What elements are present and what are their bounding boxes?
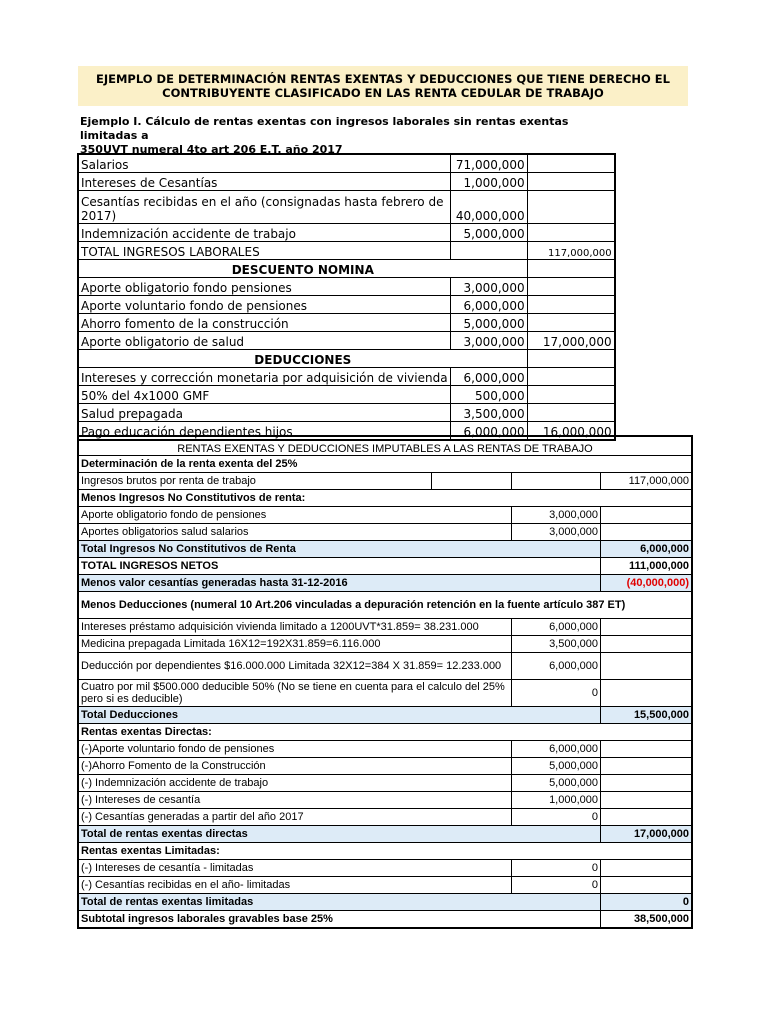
empty-cell — [601, 636, 693, 653]
row-label: Ingresos brutos por renta de trabajo — [78, 473, 432, 490]
section-header-row — [78, 350, 615, 368]
empty-cell — [601, 877, 693, 894]
table-row — [78, 619, 692, 636]
table-row — [78, 775, 692, 792]
example-subtitle — [80, 115, 580, 157]
table-row — [78, 404, 615, 422]
table-row — [78, 724, 692, 741]
table-row — [78, 368, 615, 386]
table-row — [78, 653, 692, 680]
empty-cell — [601, 507, 693, 524]
row-label: Total Deducciones — [78, 707, 601, 724]
table-row — [78, 242, 615, 260]
row-label: Aporte obligatorio de salud — [78, 332, 450, 350]
row-value: 0 — [512, 860, 601, 877]
row-value: 6,000,000 — [512, 741, 601, 758]
row-total: 17,000,000 — [527, 332, 615, 350]
row-value: 0 — [512, 809, 601, 826]
row-total — [527, 296, 615, 314]
row-total: 117,000,000 — [527, 242, 615, 260]
row-value: 1,000,000 — [450, 173, 527, 191]
row-value: 3,500,000 — [450, 404, 527, 422]
row-value: 3,000,000 — [512, 524, 601, 541]
row-value: 500,000 — [450, 386, 527, 404]
empty-cell — [601, 741, 693, 758]
row-label: (-) Cesantías recibidas en el año- limitadas — [78, 877, 512, 894]
row-label: Deducción por dependientes $16.000.000 Limitada 32X12=384 X 31.859= 12.233.000 — [78, 653, 512, 680]
table-row — [78, 911, 692, 929]
total-row — [78, 575, 692, 592]
table-row — [78, 507, 692, 524]
row-label: Aporte voluntario fondo de pensiones — [78, 296, 450, 314]
row-value: 6,000,000 — [512, 619, 601, 636]
empty-cell — [601, 619, 693, 636]
subtitle-line-1: Ejemplo I. Cálculo de rentas exentas con ingresos laborales sin rentas exentas limitadas a — [80, 115, 569, 142]
empty-cell — [512, 473, 601, 490]
table-row — [78, 173, 615, 191]
row-total: 6,000,000 — [601, 541, 693, 558]
table-row — [78, 741, 692, 758]
row-total — [527, 191, 615, 224]
row-label: (-) Intereses de cesantía — [78, 792, 512, 809]
row-value: 0 — [512, 877, 601, 894]
table-row — [78, 154, 615, 173]
row-value: 6,000,000 — [450, 422, 527, 441]
section-label: Menos Deducciones (numeral 10 Art.206 vinculadas a depuración retención en la fuente artículo 387 ET) — [78, 592, 692, 619]
empty-cell — [432, 473, 512, 490]
section-header-row — [78, 260, 615, 278]
table-row — [78, 792, 692, 809]
row-value: 5,000,000 — [512, 758, 601, 775]
row-value: 0 — [512, 680, 601, 707]
table-row — [78, 843, 692, 860]
section-header: DESCUENTO NOMINA — [78, 260, 527, 278]
section-label: Determinación de la renta exenta del 25% — [78, 456, 692, 473]
row-label: Intereses de Cesantías — [78, 173, 450, 191]
table-row — [78, 636, 692, 653]
row-total: (40,000,000) — [601, 575, 693, 592]
row-total — [527, 404, 615, 422]
table-title-row — [78, 436, 692, 456]
row-value: 6,000,000 — [450, 368, 527, 386]
row-total — [527, 154, 615, 173]
empty-cell — [527, 350, 615, 368]
empty-cell — [527, 260, 615, 278]
row-label: (-) Cesantías generadas a partir del año 2017 — [78, 809, 512, 826]
row-label: Cuatro por mil $500.000 deducible 50% (No se tiene en cuenta para el calculo del 25% pero si es deducible) — [78, 680, 512, 707]
table-row — [78, 877, 692, 894]
row-label: 50% del 4x1000 GMF — [78, 386, 450, 404]
row-value: 3,000,000 — [512, 507, 601, 524]
total-row — [78, 826, 692, 843]
table-row — [78, 490, 692, 507]
row-label: TOTAL INGRESOS LABORALES — [78, 242, 450, 260]
row-label: Aportes obligatorios salud salarios — [78, 524, 512, 541]
empty-cell — [601, 775, 693, 792]
row-total: 17,000,000 — [601, 826, 693, 843]
title-banner — [78, 66, 688, 106]
row-total — [527, 224, 615, 242]
title-line-1: EJEMPLO DE DETERMINACIÓN RENTAS EXENTAS Y DEDUCCIONES QUE TIENE DERECHO EL — [95, 72, 670, 86]
row-label: Total de rentas exentas limitadas — [78, 894, 601, 911]
row-value: 5,000,000 — [450, 224, 527, 242]
row-value: 71,000,000 — [450, 154, 527, 173]
row-total — [527, 173, 615, 191]
income-summary-table — [77, 153, 616, 441]
row-value: 6,000,000 — [450, 296, 527, 314]
row-label: Ahorro fomento de la construcción — [78, 314, 450, 332]
table-row — [78, 386, 615, 404]
row-value — [450, 242, 527, 260]
empty-cell — [601, 653, 693, 680]
row-label: Cesantías recibidas en el año (consignadas hasta febrero de 2017) — [78, 191, 450, 224]
row-label: Pago educación dependientes hijos — [78, 422, 450, 441]
row-value: 5,000,000 — [450, 314, 527, 332]
row-value: 40,000,000 — [450, 191, 527, 224]
row-label: Menos valor cesantías generadas hasta 31-12-2016 — [78, 575, 601, 592]
row-label: (-) Intereses de cesantía - limitadas — [78, 860, 512, 877]
row-total — [527, 386, 615, 404]
table-row — [78, 758, 692, 775]
empty-cell — [601, 758, 693, 775]
section-label: Rentas exentas Directas: — [78, 724, 692, 741]
section-header: DEDUCCIONES — [78, 350, 527, 368]
table-row — [78, 224, 615, 242]
total-row — [78, 707, 692, 724]
row-label: Medicina prepagada Limitada 16X12=192X31.859=6.116.000 — [78, 636, 512, 653]
row-total: 117,000,000 — [601, 473, 693, 490]
table-row — [78, 332, 615, 350]
row-value: 6,000,000 — [512, 653, 601, 680]
table-row — [78, 680, 692, 707]
row-label: Subtotal ingresos laborales gravables base 25% — [78, 911, 601, 929]
row-value: 3,500,000 — [512, 636, 601, 653]
row-total: 15,500,000 — [601, 707, 693, 724]
row-value: 1,000,000 — [512, 792, 601, 809]
table-row — [78, 524, 692, 541]
row-total — [527, 278, 615, 296]
row-label: (-) Indemnización accidente de trabajo — [78, 775, 512, 792]
table-row — [78, 592, 692, 619]
table-row — [78, 456, 692, 473]
title-line-2: CONTRIBUYENTE CLASIFICADO EN LAS RENTA CEDULAR DE TRABAJO — [162, 86, 604, 100]
row-label: Total Ingresos No Constitutivos de Renta — [78, 541, 601, 558]
empty-cell — [601, 524, 693, 541]
row-label: Salud prepagada — [78, 404, 450, 422]
row-label: Aporte obligatorio fondo de pensiones — [78, 507, 512, 524]
section-label: Rentas exentas Limitadas: — [78, 843, 692, 860]
exempt-income-table — [77, 435, 693, 929]
table-row — [78, 473, 692, 490]
row-total — [527, 314, 615, 332]
table-row — [78, 278, 615, 296]
row-total — [527, 368, 615, 386]
total-row — [78, 894, 692, 911]
table-row — [78, 314, 615, 332]
table-row — [78, 809, 692, 826]
row-value: 3,000,000 — [450, 332, 527, 350]
row-label: TOTAL INGRESOS NETOS — [78, 558, 601, 575]
table-row — [78, 296, 615, 314]
row-total: 38,500,000 — [601, 911, 693, 929]
empty-cell — [601, 809, 693, 826]
row-value: 3,000,000 — [450, 278, 527, 296]
empty-cell — [601, 860, 693, 877]
empty-cell — [601, 792, 693, 809]
row-label: Intereses préstamo adquisición vivienda limitado a 1200UVT*31.859= 38.231.000 — [78, 619, 512, 636]
section-label: Menos Ingresos No Constitutivos de renta: — [78, 490, 692, 507]
row-total: 16,000,000 — [527, 422, 615, 441]
row-label: Salarios — [78, 154, 450, 173]
row-label: Indemnización accidente de trabajo — [78, 224, 450, 242]
table-row — [78, 191, 615, 224]
subtitle-line-2: 350UVT numeral 4to art 206 E.T. año 2017 — [80, 143, 343, 156]
empty-cell — [601, 680, 693, 707]
row-total: 0 — [601, 894, 693, 911]
row-label: Aporte obligatorio fondo pensiones — [78, 278, 450, 296]
total-row — [78, 541, 692, 558]
row-label: Total de rentas exentas directas — [78, 826, 601, 843]
row-value: 5,000,000 — [512, 775, 601, 792]
table-title: RENTAS EXENTAS Y DEDUCCIONES IMPUTABLES A LAS RENTAS DE TRABAJO — [78, 436, 692, 456]
row-total: 111,000,000 — [601, 558, 693, 575]
table-row — [78, 558, 692, 575]
row-label: (-)Ahorro Fomento de la Construcción — [78, 758, 512, 775]
row-label: Intereses y corrección monetaria por adquisición de vivienda — [78, 368, 450, 386]
table-row — [78, 860, 692, 877]
row-label: (-)Aporte voluntario fondo de pensiones — [78, 741, 512, 758]
